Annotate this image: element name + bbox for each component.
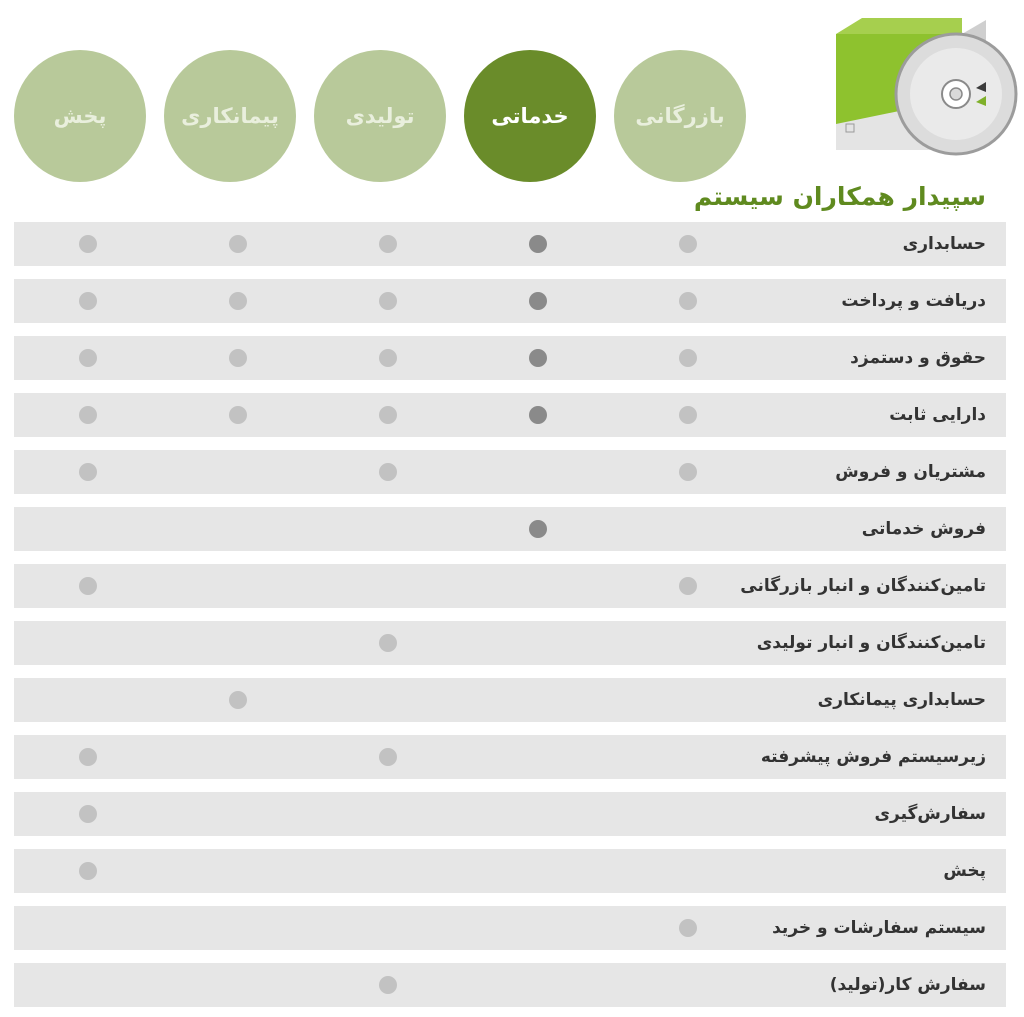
availability-dot-khadamati <box>529 406 547 424</box>
availability-dot-bazargani <box>679 292 697 310</box>
availability-dot-khadamati <box>529 349 547 367</box>
feature-label: سفارش‌گیری <box>874 804 986 824</box>
feature-row <box>14 849 1006 893</box>
availability-dot-bazargani <box>679 577 697 595</box>
feature-row <box>14 963 1006 1007</box>
feature-row <box>14 621 1006 665</box>
feature-row <box>14 393 1006 437</box>
feature-label: حسابداری پیمانکاری <box>817 690 986 710</box>
tab-label: بازرگانی <box>635 104 725 128</box>
feature-label: دریافت و پرداخت <box>841 291 986 311</box>
availability-dot-pakhsh <box>79 292 97 310</box>
availability-dot-bazargani <box>679 463 697 481</box>
tab-label: پیمانکاری <box>181 104 279 128</box>
availability-dot-pakhsh <box>79 862 97 880</box>
feature-label: مشتریان و فروش <box>835 462 986 482</box>
tab-khadamati[interactable] <box>464 50 596 182</box>
feature-label: دارایی ثابت <box>889 405 986 425</box>
availability-dot-peymankari <box>229 292 247 310</box>
availability-dot-pakhsh <box>79 349 97 367</box>
feature-row <box>14 507 1006 551</box>
availability-dot-bazargani <box>679 235 697 253</box>
availability-dot-pakhsh <box>79 577 97 595</box>
feature-label: پخش <box>943 861 986 881</box>
feature-row <box>14 906 1006 950</box>
availability-dot-tolidi <box>379 349 397 367</box>
availability-dot-pakhsh <box>79 406 97 424</box>
product-box-logo <box>836 12 1024 162</box>
feature-label: فروش خدماتی <box>861 519 986 539</box>
availability-dot-khadamati <box>529 235 547 253</box>
availability-dot-pakhsh <box>79 463 97 481</box>
feature-label: سیستم سفارشات و خرید <box>772 918 986 938</box>
availability-dot-tolidi <box>379 235 397 253</box>
feature-row <box>14 279 1006 323</box>
availability-dot-tolidi <box>379 292 397 310</box>
tab-label: تولیدی <box>345 104 415 128</box>
feature-label: تامین‌کنندگان و انبار بازرگانی <box>740 576 986 596</box>
tab-label: پخش <box>53 104 107 128</box>
feature-row <box>14 564 1006 608</box>
availability-dot-khadamati <box>529 292 547 310</box>
availability-dot-bazargani <box>679 919 697 937</box>
tab-bazargani[interactable] <box>614 50 746 182</box>
tab-pakhsh[interactable] <box>14 50 146 182</box>
availability-dot-peymankari <box>229 235 247 253</box>
feature-label: تامین‌کنندگان و انبار تولیدی <box>756 633 986 653</box>
availability-dot-pakhsh <box>79 805 97 823</box>
availability-dot-peymankari <box>229 349 247 367</box>
availability-dot-tolidi <box>379 748 397 766</box>
brand-title: سپیدار همکاران سیستم <box>693 182 986 211</box>
availability-dot-tolidi <box>379 406 397 424</box>
feature-row <box>14 222 1006 266</box>
availability-dot-bazargani <box>679 406 697 424</box>
tab-peymankari[interactable] <box>164 50 296 182</box>
feature-row <box>14 735 1006 779</box>
feature-label: زیرسیستم فروش پیشرفته <box>760 747 986 767</box>
availability-dot-tolidi <box>379 463 397 481</box>
feature-label: حسابداری <box>902 234 986 254</box>
availability-dot-tolidi <box>379 976 397 994</box>
availability-dot-peymankari <box>229 406 247 424</box>
feature-label: حقوق و دستمزد <box>850 348 986 368</box>
feature-label: سفارش کار(تولید) <box>829 975 986 995</box>
feature-row <box>14 792 1006 836</box>
feature-row <box>14 678 1006 722</box>
availability-dot-peymankari <box>229 691 247 709</box>
tab-tolidi[interactable] <box>314 50 446 182</box>
feature-row <box>14 336 1006 380</box>
availability-dot-pakhsh <box>79 235 97 253</box>
tab-label: خدماتی <box>491 104 569 128</box>
feature-row <box>14 450 1006 494</box>
availability-dot-bazargani <box>679 349 697 367</box>
availability-dot-pakhsh <box>79 748 97 766</box>
availability-dot-tolidi <box>379 634 397 652</box>
availability-dot-khadamati <box>529 520 547 538</box>
